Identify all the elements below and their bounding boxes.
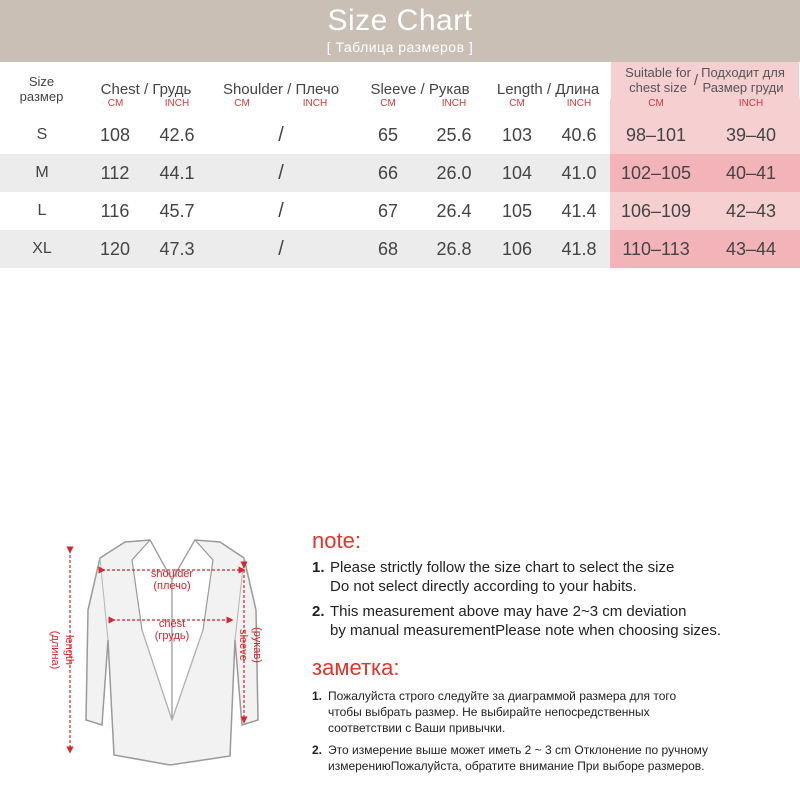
fit-chest-inch: 43–44 (702, 230, 800, 268)
note-line: Это измерение выше может иметь 2 ~ 3 cm Отклонение по ручному (328, 743, 709, 757)
size-label: XL (0, 230, 84, 268)
note-item (312, 558, 792, 596)
note-heading: note: (312, 528, 361, 553)
sleeve-inch: 26.4 (436, 200, 472, 221)
note-ru-item (312, 688, 792, 736)
note-ru-list (312, 688, 792, 780)
length-cm: 105 (501, 200, 533, 221)
unit-cm: CM (380, 98, 396, 109)
sleeve-inch: 25.6 (436, 124, 472, 145)
note-line: This measurement above may have 2~3 cm deviation (330, 603, 687, 620)
header-chest: Chest / Грудь (84, 62, 208, 98)
chest-cm: 116 (100, 200, 130, 221)
fit-chest-cm: 110–113 (610, 230, 702, 268)
length-label: length (63, 635, 75, 665)
shoulder-value: / (278, 199, 284, 222)
length-inch: 40.6 (561, 124, 597, 145)
note-line: Пожалуйста строго следуйте за диаграммой размера для того (328, 689, 677, 703)
unit-cm: CM (234, 98, 250, 109)
note-line: измерениюПожалуйста, обратите внимание При выборе размеров. (328, 759, 705, 773)
header-length: Length / Длина (486, 62, 610, 98)
shoulder-value: / (278, 123, 284, 146)
sleeve-cm: 65 (377, 124, 399, 145)
unit-inch: INCH (164, 98, 190, 109)
note-number: 1. (312, 559, 325, 576)
table-row (0, 116, 800, 154)
sleeve-label: sleeve (237, 629, 249, 661)
note-line: соответствии с Ваши привычки. (328, 721, 506, 735)
length-inch: 41.0 (548, 154, 610, 192)
size-label: L (37, 202, 47, 219)
chest-cm: 108 (99, 124, 131, 145)
sleeve-cm: 67 (377, 200, 399, 221)
shoulder-value: / (208, 230, 354, 268)
unit-cm: CM (610, 98, 702, 116)
fit-chest-cm: 106–109 (610, 192, 702, 230)
length-label-ru: (длина) (49, 630, 61, 670)
shoulder-label-ru: (плечо) (153, 580, 191, 592)
unit-inch: INCH (302, 98, 328, 109)
header-suitable-chest: Suitable for chest size / Подходит для Размер груди (610, 62, 800, 98)
table-row (0, 154, 800, 192)
table-row (0, 192, 800, 230)
page-subtitle: [ Таблица размеров ] (326, 39, 474, 55)
note-line: чтобы выбрать размер. Не выбирайте непосредственных (328, 705, 650, 719)
garment-illustration (30, 520, 300, 780)
sleeve-cm: 66 (354, 154, 422, 192)
header-shoulder: Shoulder / Плечо (208, 62, 354, 98)
unit-inch: INCH (702, 98, 800, 116)
note-line: Please strictly follow the size chart to select the size (330, 559, 675, 576)
size-label: S (36, 126, 48, 143)
fit-chest-inch: 40–41 (702, 154, 800, 192)
note-ru-item (312, 742, 792, 774)
unit-cm: CM (107, 98, 124, 109)
size-table (0, 62, 800, 268)
note-number: 2. (312, 603, 325, 620)
note-item (312, 602, 792, 640)
length-inch: 41.8 (548, 230, 610, 268)
page-title: Size Chart (327, 4, 473, 37)
chest-cm: 120 (84, 230, 146, 268)
shoulder-value: / (208, 154, 354, 192)
chest-inch: 42.6 (159, 124, 195, 145)
note-ru-heading: заметка: (312, 655, 400, 680)
fit-chest-cm: 98–101 (610, 116, 702, 154)
chest-inch: 47.3 (146, 230, 208, 268)
jacket-diagram (30, 520, 300, 780)
length-cm: 106 (486, 230, 548, 268)
unit-inch: INCH (441, 98, 467, 109)
chest-label-ru: (грудь) (154, 630, 190, 642)
length-inch: 41.4 (561, 200, 597, 221)
sleeve-label-ru: (рукав) (251, 627, 263, 663)
fit-chest-inch: 39–40 (702, 116, 800, 154)
chest-inch: 45.7 (159, 200, 195, 221)
sleeve-inch: 26.0 (422, 154, 486, 192)
fit-chest-cm: 102–105 (610, 154, 702, 192)
note-line: by manual measurementPlease note when choosing sizes. (330, 622, 722, 639)
size-label: M (0, 154, 84, 192)
note-number: 1. (312, 689, 323, 703)
note-number: 2. (312, 743, 323, 757)
sleeve-inch: 26.8 (422, 230, 486, 268)
length-cm: 104 (486, 154, 548, 192)
note-list (312, 558, 792, 646)
chest-label: chest (158, 618, 186, 630)
note-line: Do not select directly according to your habits. (330, 578, 637, 595)
length-cm: 103 (501, 124, 533, 145)
unit-cm: CM (509, 98, 525, 109)
table-row (0, 230, 800, 268)
fit-chest-inch: 42–43 (702, 192, 800, 230)
header-size: Size размер (0, 62, 84, 116)
chest-inch: 44.1 (146, 154, 208, 192)
unit-inch: INCH (566, 98, 592, 109)
sleeve-cm: 68 (354, 230, 422, 268)
shoulder-label: shoulder (150, 568, 194, 580)
size-chart-banner (0, 0, 800, 62)
chest-cm: 112 (84, 154, 146, 192)
header-sleeve: Sleeve / Рукав (354, 62, 486, 98)
